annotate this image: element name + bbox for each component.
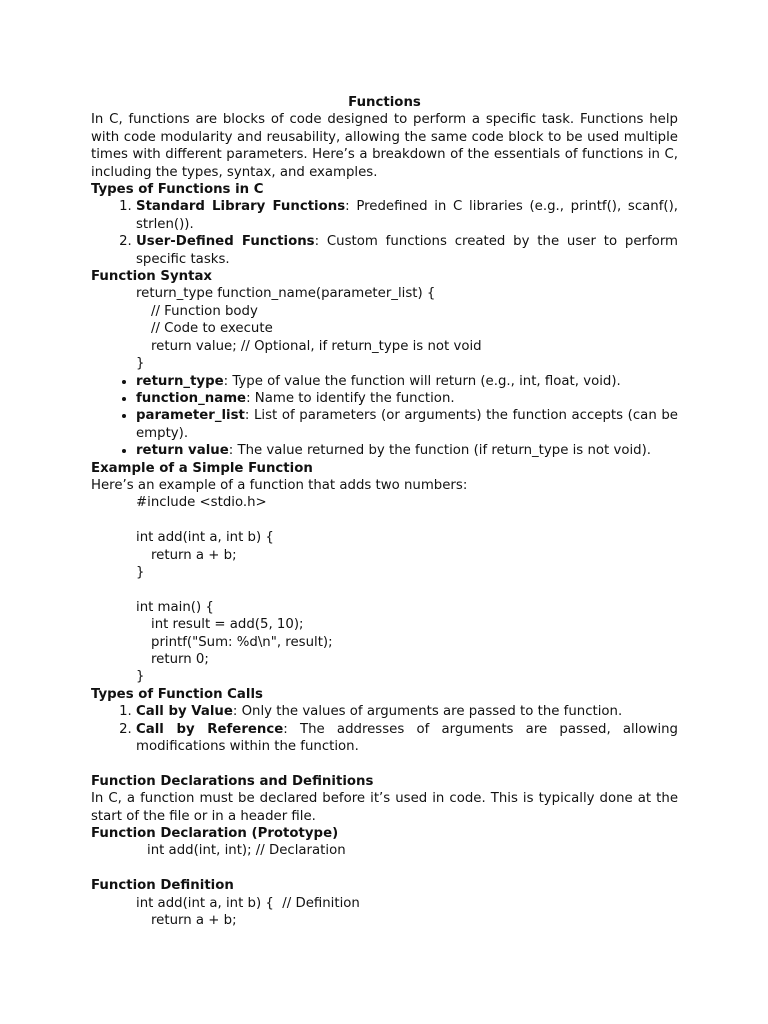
prototype-code (91, 842, 678, 859)
declarations-heading: Function Declarations and Definitions (91, 773, 374, 789)
syntax-bullets (91, 373, 678, 460)
intro-paragraph: In C, functions are blocks of code designed to perform a specific task. Functions help with code modularity and reusability, allowing the same code block to be used multiple times with different parameters. Here’s a breakdown of the essentials of functions in C, including the types, syntax, and examples. (91, 112, 678, 180)
list-item: • return_type: Type of value the function will return (e.g., int, float, void). (136, 373, 678, 390)
code-line: int add(int a, int b) { // Definition (136, 895, 360, 911)
list-item: 1. Standard Library Functions: Predefined in C libraries (e.g., printf(), scanf(), strlen()). (136, 198, 678, 233)
code-line (136, 581, 678, 598)
example-code-block (91, 494, 678, 685)
calls-heading: Types of Function Calls (91, 686, 263, 702)
list-item: • parameter_list: List of parameters (or arguments) the function accepts (can be empty). (136, 407, 678, 442)
code-line: return value; // Optional, if return_type is not void (151, 338, 482, 354)
code-line (136, 512, 678, 529)
definition-heading: Function Definition (91, 878, 234, 894)
code-line: int add(int, int); // Declaration (147, 843, 346, 859)
types-heading: Types of Functions in C (91, 182, 264, 198)
calls-list (91, 703, 678, 755)
code-line: // Code to execute (151, 321, 273, 337)
code-line: printf("Sum: %d\n", result); (151, 634, 333, 650)
code-line: #include <stdio.h> (136, 495, 267, 511)
page-title: Functions (348, 95, 421, 110)
list-item: 1. Call by Value: Only the values of arguments are passed to the function. (136, 703, 678, 720)
code-line: return a + b; (151, 913, 237, 929)
code-line: int add(int a, int b) { (136, 530, 274, 546)
syntax-heading: Function Syntax (91, 269, 212, 285)
list-item: 2. Call by Reference: The addresses of arguments are passed, allowing modifications within the function. (136, 721, 678, 756)
types-list (91, 198, 678, 268)
definition-code-block (91, 895, 678, 930)
code-line: // Function body (151, 303, 258, 319)
declarations-text: In C, a function must be declared before it’s used in code. This is typically done at the start of the file or in a header file. (91, 791, 678, 824)
spacer (91, 860, 678, 877)
code-line: int main() { (136, 599, 214, 615)
code-line: int result = add(5, 10); (151, 617, 304, 633)
list-item: • function_name: Name to identify the function. (136, 390, 678, 407)
code-line: return a + b; (151, 547, 237, 563)
list-item: 2. User-Defined Functions: Custom functions created by the user to perform specific tasks. (136, 233, 678, 268)
code-line: return_type function_name(parameter_list) { (136, 286, 436, 302)
code-line: } (136, 669, 145, 685)
code-line: return 0; (151, 651, 209, 667)
syntax-code-block (91, 285, 678, 372)
code-line: } (136, 356, 145, 372)
code-line: } (136, 564, 145, 580)
example-heading: Example of a Simple Function (91, 460, 313, 476)
document-page (91, 94, 678, 929)
spacer (91, 755, 678, 772)
example-intro: Here’s an example of a function that adds two numbers: (91, 477, 468, 493)
prototype-heading: Function Declaration (Prototype) (91, 826, 339, 842)
list-item: • return value: The value returned by the function (if return_type is not void). (136, 442, 678, 459)
